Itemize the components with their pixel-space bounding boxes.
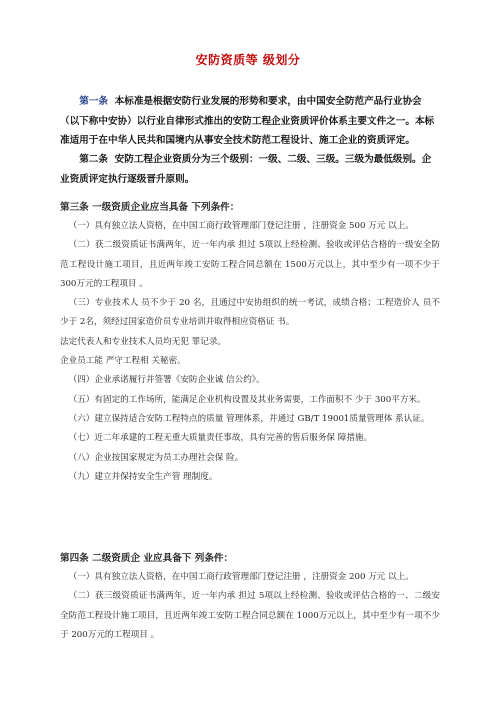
article-2 <box>60 150 440 189</box>
article-3-item: （七）近二年承建的工程无重大质量责任事故，具有完善的售后服务保 障措施。 <box>68 433 373 444</box>
article-3 <box>60 199 440 487</box>
article-4-heading: 第四条 二级资质企 业应具备下 列条件： <box>60 553 234 564</box>
article-4-item: （二）获三级资质证书满两年，近一年内承 担过 5项以上经检测、验收或评估合格的一、二级安全防范工程设计施工项目，且近两年竣工安防工程合同总额在 1000万元以上，其中至少有一项不少于 200万元的工程项目 。 <box>60 591 440 640</box>
article-3-item: 企业员工能 严守工程相 关秘密。 <box>60 356 186 367</box>
article-3-item: （三）专业技术人 员不少于 20 名，且通过中安协组织的统一考试，成绩合格；工程造价人 员不少于 2名，须经过国家造价员专业培训并取得相应资格证 书。 <box>60 298 440 328</box>
article-3-item: （六）建立保持适合安防工程特点的质量 管理体系，并通过 GB/T 19001质量管理体 系认证。 <box>68 413 430 424</box>
page-title: 安防资质等 级划分 <box>195 53 301 67</box>
article-1-label: 第一条 <box>79 96 108 107</box>
article-3-item: （二）获二级资质证书满两年，近一年内承 担过 5项以上经检测、验收或评估合格的一级安全防范工程设计施工项目，且近两年竣工安防工程合同总额在 1500万元以上，其中至少有一项不少于 300万元的工程项目 。 <box>60 240 440 289</box>
article-2-label: 第二条 <box>79 154 108 165</box>
article-3-item: （八）企业按国家规定为员工办理社会保 险。 <box>68 452 244 463</box>
article-3-item: （九）建立并保持安全生产管 理制度。 <box>68 471 218 482</box>
article-3-item: 法定代表人和专业技术人员均无犯 罪记录。 <box>60 336 227 347</box>
article-3-item: （五）有固定的工作场所，能满足企业机构设置及其业务需要，工作面积不 少于 300平方米。 <box>68 394 426 405</box>
article-4 <box>60 550 440 645</box>
article-1 <box>60 92 440 151</box>
article-2-text: 安防工程企业资质分为三个级别：一级、二级、三级。三级为最低级别。企业资质评定执行逐级晋升原则。 <box>60 154 432 185</box>
article-3-heading: 第三条 一级资质企业应当具备 下列条件： <box>60 202 240 213</box>
article-4-item: （一）具有独立法人资格，在中国工商行政管理部门登记注册 ，注册资金 200 万元 以上。 <box>68 572 414 582</box>
article-3-item: （四）企业承诺履行并签署《安防企业诚 信公约》。 <box>68 375 265 386</box>
article-3-item: （一）具有独立法人资格，在中国工商行政管理部门登记注册 ，注册资金 500 万元 以上。 <box>68 221 414 231</box>
article-1-text: 本标准是根据安防行业发展的形势和要求，由中国安全防范产品行业协会（以下称中安协）以行业自律形式推出的安防工程企业资质评价体系主要文件之一。本标准适用于在中华人民共和国境内从事安全技术防范工程设计、施工企业的资质评定。 <box>60 96 435 146</box>
